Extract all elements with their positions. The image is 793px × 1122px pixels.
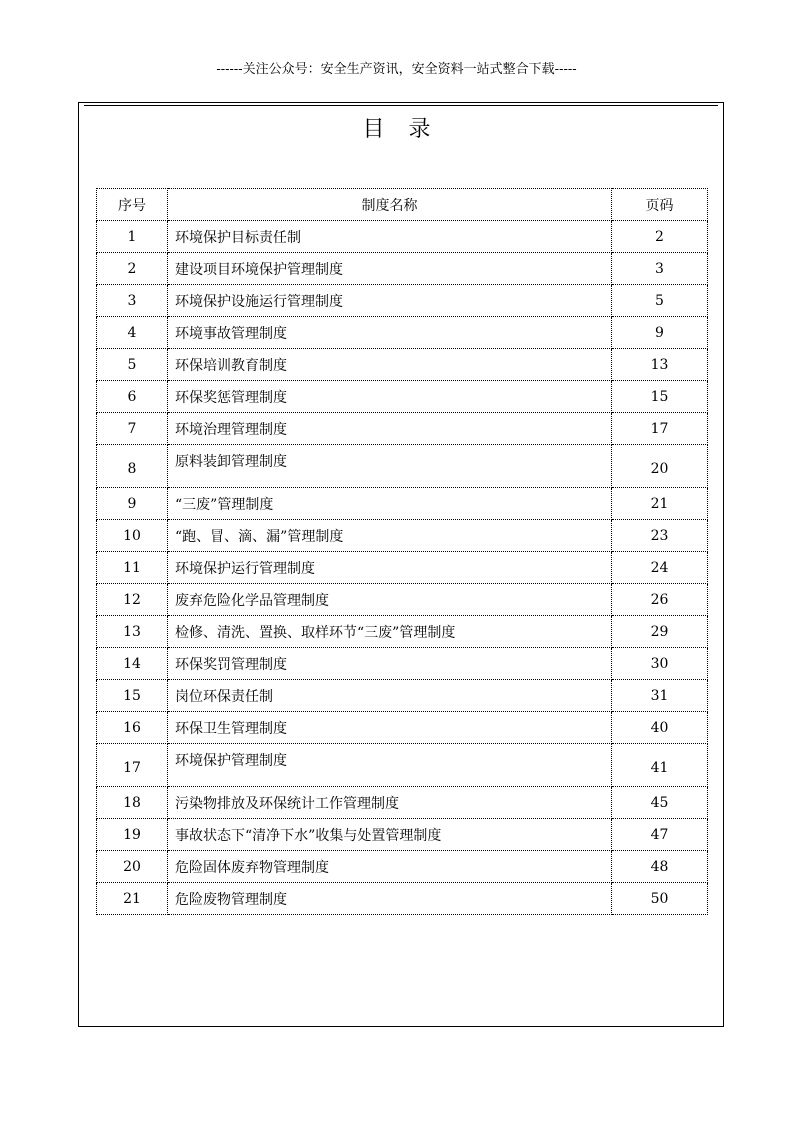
row-index: 1 bbox=[97, 221, 168, 253]
row-title: 环境保护管理制度 bbox=[168, 744, 612, 787]
table-row bbox=[97, 552, 708, 584]
table-row bbox=[97, 285, 708, 317]
row-page: 48 bbox=[612, 851, 708, 883]
row-page: 2 bbox=[612, 221, 708, 253]
row-title: “三废”管理制度 bbox=[168, 488, 612, 520]
page-header-text: ------关注公众号：安全生产资讯，安全资料一站式整合下载----- bbox=[216, 62, 577, 77]
row-page: 47 bbox=[612, 819, 708, 851]
row-title: 危险废物管理制度 bbox=[168, 883, 612, 915]
row-page: 24 bbox=[612, 552, 708, 584]
table-row bbox=[97, 520, 708, 552]
row-title: “跑、冒、滴、漏”管理制度 bbox=[168, 520, 612, 552]
row-title: 岗位环保责任制 bbox=[168, 680, 612, 712]
row-title: 环境治理管理制度 bbox=[168, 413, 612, 445]
toc-table bbox=[96, 188, 708, 915]
row-title: 环保奖罚管理制度 bbox=[168, 648, 612, 680]
row-page: 29 bbox=[612, 616, 708, 648]
row-title: 废弃危险化学品管理制度 bbox=[168, 584, 612, 616]
row-page: 23 bbox=[612, 520, 708, 552]
row-title: 环境事故管理制度 bbox=[168, 317, 612, 349]
table-row bbox=[97, 680, 708, 712]
row-index: 9 bbox=[97, 488, 168, 520]
table-row bbox=[97, 413, 708, 445]
row-index: 14 bbox=[97, 648, 168, 680]
table-row bbox=[97, 317, 708, 349]
row-index: 3 bbox=[97, 285, 168, 317]
row-title: 环境保护运行管理制度 bbox=[168, 552, 612, 584]
row-title: 环保培训教育制度 bbox=[168, 349, 612, 381]
row-page: 40 bbox=[612, 712, 708, 744]
table-row bbox=[97, 221, 708, 253]
row-page: 3 bbox=[612, 253, 708, 285]
row-index: 13 bbox=[97, 616, 168, 648]
row-title: 建设项目环境保护管理制度 bbox=[168, 253, 612, 285]
row-index: 16 bbox=[97, 712, 168, 744]
row-page: 9 bbox=[612, 317, 708, 349]
table-row bbox=[97, 819, 708, 851]
table-row bbox=[97, 349, 708, 381]
row-title: 环保奖惩管理制度 bbox=[168, 381, 612, 413]
row-title: 危险固体废弃物管理制度 bbox=[168, 851, 612, 883]
row-index: 6 bbox=[97, 381, 168, 413]
table-header-row bbox=[97, 189, 708, 221]
row-page: 31 bbox=[612, 680, 708, 712]
row-index: 7 bbox=[97, 413, 168, 445]
row-index: 15 bbox=[97, 680, 168, 712]
row-title: 事故状态下“清净下水”收集与处置管理制度 bbox=[168, 819, 612, 851]
table-row bbox=[97, 381, 708, 413]
row-index: 10 bbox=[97, 520, 168, 552]
row-index: 21 bbox=[97, 883, 168, 915]
row-page: 26 bbox=[612, 584, 708, 616]
table-row bbox=[97, 712, 708, 744]
row-index: 20 bbox=[97, 851, 168, 883]
row-index: 5 bbox=[97, 349, 168, 381]
table-row bbox=[97, 744, 708, 787]
header-page: 页码 bbox=[612, 189, 708, 221]
header-name: 制度名称 bbox=[168, 189, 612, 221]
table-row bbox=[97, 851, 708, 883]
row-page: 45 bbox=[612, 787, 708, 819]
row-page: 13 bbox=[612, 349, 708, 381]
row-index: 2 bbox=[97, 253, 168, 285]
row-index: 11 bbox=[97, 552, 168, 584]
table-row bbox=[97, 584, 708, 616]
row-index: 19 bbox=[97, 819, 168, 851]
row-title: 原料装卸管理制度 bbox=[168, 445, 612, 488]
row-page: 21 bbox=[612, 488, 708, 520]
row-title: 环保卫生管理制度 bbox=[168, 712, 612, 744]
row-title: 环境保护设施运行管理制度 bbox=[168, 285, 612, 317]
row-index: 17 bbox=[97, 744, 168, 787]
row-page: 50 bbox=[612, 883, 708, 915]
header-index: 序号 bbox=[97, 189, 168, 221]
table-row bbox=[97, 787, 708, 819]
table-row bbox=[97, 648, 708, 680]
row-title: 检修、清洗、置换、取样环节“三废”管理制度 bbox=[168, 616, 612, 648]
table-row bbox=[97, 616, 708, 648]
row-index: 12 bbox=[97, 584, 168, 616]
table-row bbox=[97, 253, 708, 285]
row-index: 4 bbox=[97, 317, 168, 349]
row-page: 20 bbox=[612, 445, 708, 488]
row-page: 5 bbox=[612, 285, 708, 317]
row-index: 18 bbox=[97, 787, 168, 819]
row-title: 污染物排放及环保统计工作管理制度 bbox=[168, 787, 612, 819]
table-row bbox=[97, 883, 708, 915]
row-page: 41 bbox=[612, 744, 708, 787]
row-page: 15 bbox=[612, 381, 708, 413]
page-title: 目录 bbox=[362, 117, 455, 142]
row-page: 17 bbox=[612, 413, 708, 445]
row-page: 30 bbox=[612, 648, 708, 680]
row-index: 8 bbox=[97, 445, 168, 488]
table-row bbox=[97, 488, 708, 520]
table-row bbox=[97, 445, 708, 488]
row-title: 环境保护目标责任制 bbox=[168, 221, 612, 253]
